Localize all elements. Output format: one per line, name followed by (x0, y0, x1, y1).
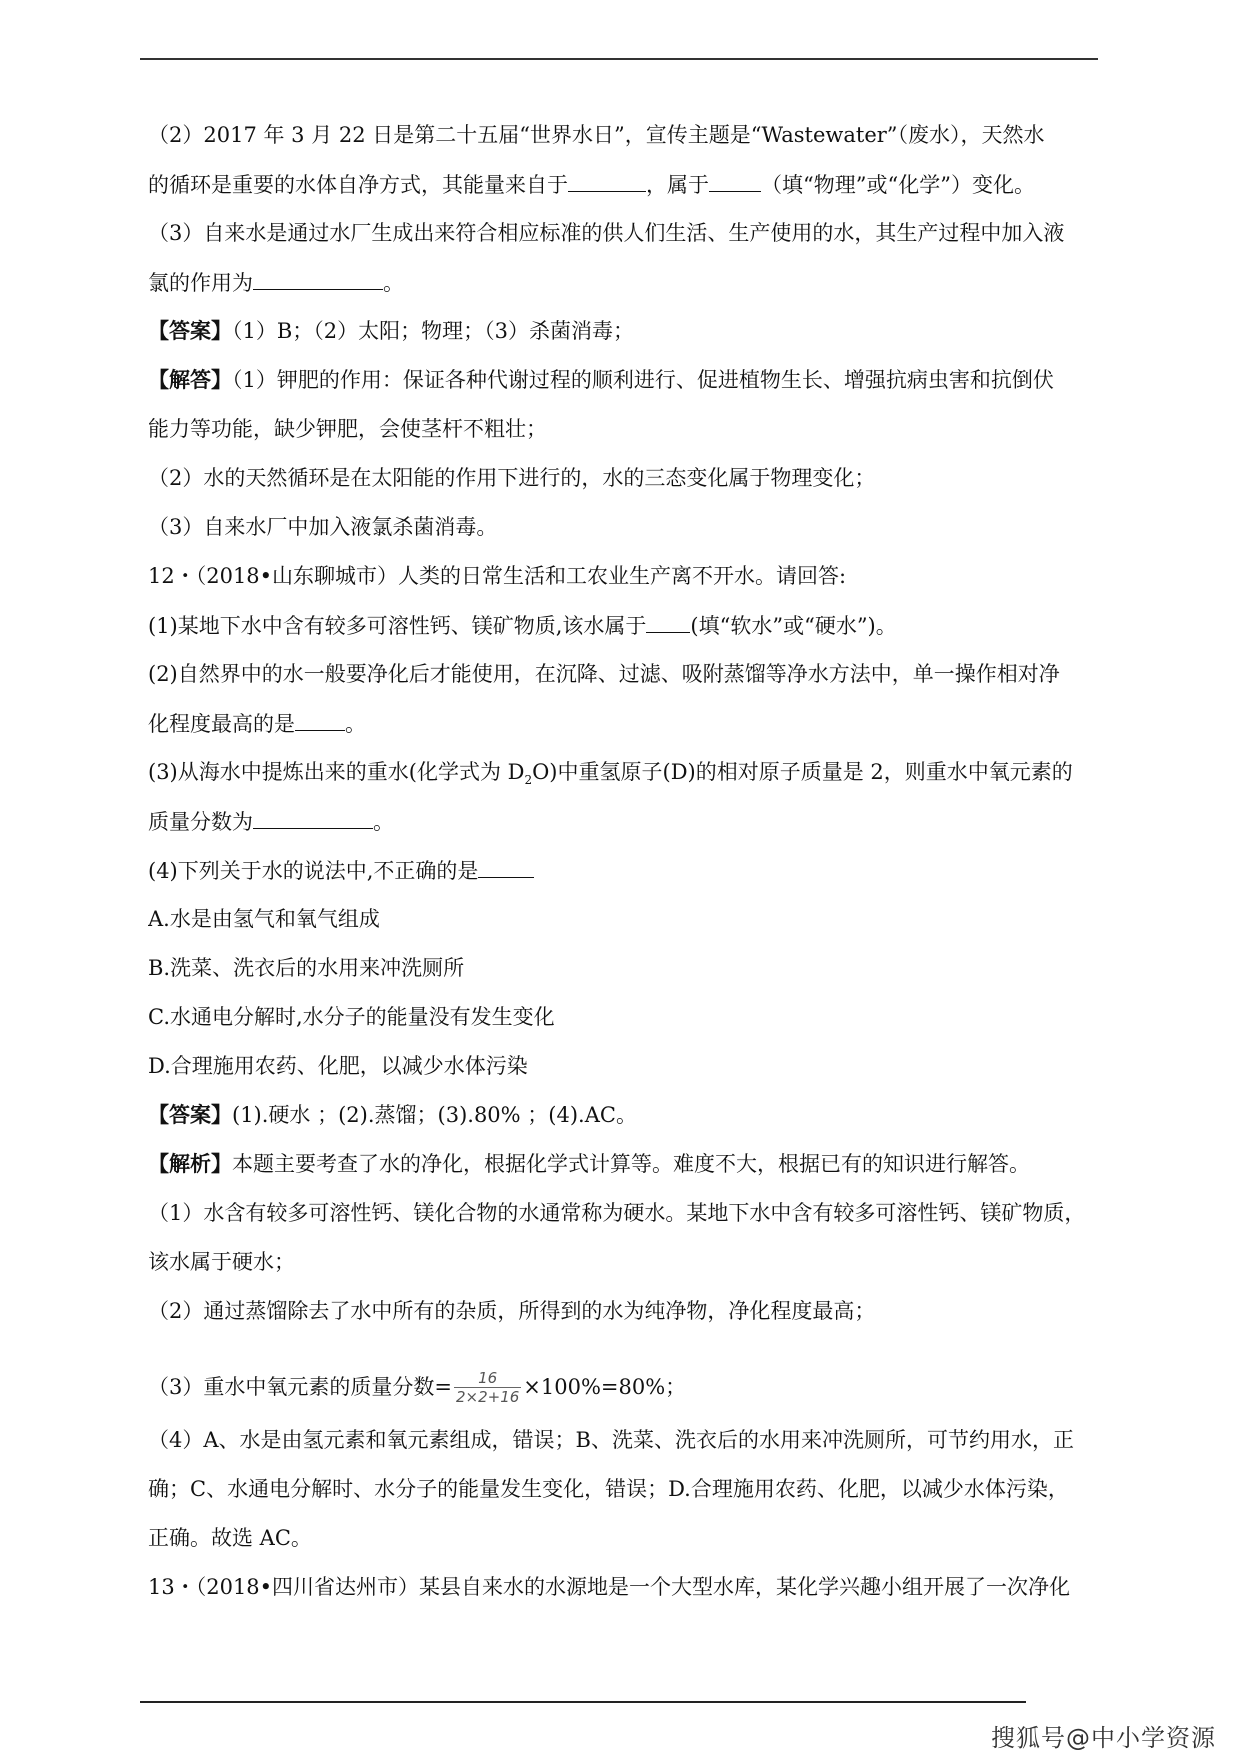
text-line: 确；C、水通电分解时、水分子的能量发生变化，错误；D.合理施用农药、化肥，以减少水体污染， (148, 1477, 1069, 1501)
option-a: A.水是由氢气和氧气组成 (148, 907, 380, 931)
solution-line (148, 1151, 1098, 1200)
answer-blank (478, 857, 534, 878)
answer-text: (1).硬水 ；(2).蒸馏；(3).80% ；(4).AC。 (232, 1103, 637, 1127)
answer-blank (568, 171, 646, 192)
document-body (148, 122, 1098, 1623)
text-span: 氯的作用为 (148, 271, 253, 295)
text-line: 该水属于硬水； (148, 1250, 295, 1274)
answer-blank (709, 171, 761, 192)
solution-label: 【解答】 (148, 367, 232, 392)
text-line (148, 612, 1098, 661)
subscript: 2 (524, 773, 533, 788)
option-d: D.合理施用农药、化肥，以减少水体污染 (148, 1054, 528, 1078)
solution-label: 【解析】 (148, 1151, 232, 1176)
text-line: （2）水的天然循环是在太阳能的作用下进行的，水的三态变化属于物理变化； (148, 466, 876, 490)
formula-line (148, 1347, 1098, 1427)
text-span: (填“软水”或“硬水”)。 (690, 614, 897, 638)
text-span: (3)从海水中提炼出来的重水(化学式为 D (148, 760, 525, 784)
answer-label: 【答案】 (148, 1102, 232, 1127)
answer-blank (253, 808, 373, 829)
solution-text: 本题主要考查了水的净化，根据化学式计算等。难度不大，根据已有的知识进行解答。 (232, 1152, 1030, 1176)
answer-text: （1）B；（2）太阳；物理；（3）杀菌消毒； (232, 319, 635, 343)
text-line (148, 710, 1098, 759)
text-line (148, 857, 1098, 906)
fraction-numerator: 16 (478, 1368, 498, 1387)
solution-line (148, 367, 1098, 416)
answer-blank (295, 710, 345, 731)
answer-label: 【答案】 (148, 318, 232, 343)
text-line: 能力等功能，缺少钾肥，会使茎杆不粗壮； (148, 417, 547, 441)
text-line (148, 808, 1098, 857)
text-line: （3）自来水厂中加入液氯杀菌消毒。 (148, 515, 498, 539)
text-line: （2）通过蒸馏除去了水中所有的杂质，所得到的水为纯净物，净化程度最高； (148, 1299, 876, 1323)
text-line: （3）自来水是通过水厂生成出来符合相应标准的供人们生活、生产使用的水，其生产过程中加入液 (148, 221, 1065, 245)
text-span: 。 (373, 810, 394, 834)
option-c: C.水通电分解时,水分子的能量没有发生变化 (148, 1005, 555, 1029)
header-rule (140, 58, 1098, 60)
text-span: （3）重水中氧元素的质量分数= (148, 1375, 452, 1399)
option-b: B.洗菜、洗衣后的水用来冲洗厕所 (148, 956, 465, 980)
solution-text: （1）钾肥的作用：保证各种代谢过程的顺利进行、促进植物生长、增强抗病虫害和抗倒伏 (232, 368, 1054, 392)
fraction (454, 1369, 521, 1406)
text-line (148, 269, 1098, 318)
watermark: 搜狐号@中小学资源 (991, 1724, 1216, 1752)
answer-blank (253, 269, 383, 290)
text-line (148, 171, 1098, 220)
question-heading: 12・（2018•山东聊城市）人类的日常生活和工农业生产离不开水。请回答: (148, 564, 847, 588)
text-span: O)中重氢原子(D)的相对原子质量是 2，则重水中氧元素的 (532, 760, 1073, 784)
text-span: 。 (345, 712, 366, 736)
text-line: （1）水含有较多可溶性钙、镁化合物的水通常称为硬水。某地下水中含有较多可溶性钙、镁矿物质， (148, 1201, 1086, 1225)
text-span: (1)某地下水中含有较多可溶性钙、镁矿物质,该水属于 (148, 614, 647, 638)
question-heading: 13・（2018•四川省达州市）某县自来水的水源地是一个大型水库，某化学兴趣小组开展了一次净化 (148, 1575, 1071, 1599)
text-span: 。 (383, 271, 404, 295)
answer-blank (646, 612, 690, 633)
text-line: (2)自然界中的水一般要净化后才能使用，在沉降、过滤、吸附蒸馏等净水方法中，单一操作相对净 (148, 662, 1060, 686)
text-span: （填“物理”或“化学”）变化。 (761, 173, 1035, 197)
footer-rule (140, 1701, 1026, 1703)
text-span: ，属于 (646, 173, 709, 197)
text-line (148, 759, 1098, 808)
text-line: 正确。故选 AC。 (148, 1526, 312, 1550)
fraction-denominator: 2×2+16 (455, 1387, 520, 1406)
text-line: （2）2017 年 3 月 22 日是第二十五届“世界水日”，宣传主题是“Wastewater”（废水），天然水 (148, 123, 1045, 147)
text-line: （4）A、水是由氢元素和氧元素组成，错误；B、洗菜、洗衣后的水用来冲洗厕所，可节约用水，正 (148, 1428, 1074, 1452)
text-span: 的循环是重要的水体自净方式，其能量来自于 (148, 173, 568, 197)
answer-line (148, 318, 1098, 367)
text-span: 化程度最高的是 (148, 712, 295, 736)
text-span: ×100%=80%； (523, 1375, 687, 1399)
text-span: (4)下列关于水的说法中,不正确的是 (148, 859, 479, 883)
answer-line (148, 1102, 1098, 1151)
text-span: 质量分数为 (148, 810, 253, 834)
